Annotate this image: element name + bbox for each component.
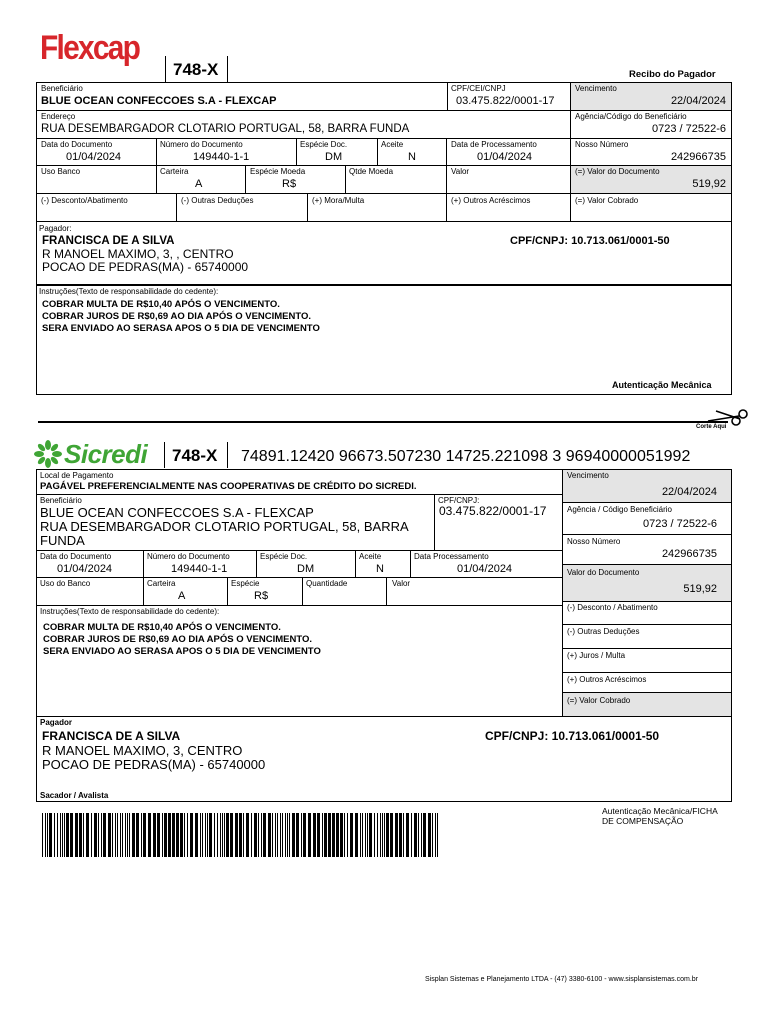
recibo-num-doc: 149440-1-1 — [193, 151, 250, 163]
barcode-bar — [180, 813, 183, 857]
recibo-carteira-label: Carteira — [160, 167, 189, 176]
barcode-bar — [83, 813, 84, 857]
recibo-qtde-moeda-label: Qtde Moeda — [349, 167, 394, 176]
ficha-data-doc-label: Data do Documento — [40, 552, 112, 561]
barcode — [42, 813, 444, 857]
barcode-bar — [360, 813, 361, 857]
barcode-bar — [282, 813, 283, 857]
recibo-col — [156, 138, 157, 193]
ficha-quantidade-label: Quantidade — [306, 579, 348, 588]
recibo-line — [36, 138, 732, 139]
sicredi-logo — [34, 439, 160, 469]
barcode-bar — [62, 813, 63, 857]
barcode-bar — [435, 813, 436, 857]
barcode-bar — [336, 813, 339, 857]
recibo-autenticacao: Autenticação Mecânica — [612, 380, 712, 390]
ficha-vencimento-label: Vencimento — [567, 471, 609, 480]
ficha-juros-label: (+) Juros / Multa — [567, 651, 626, 660]
barcode-bar — [428, 813, 431, 857]
ficha-pagador-cpf: CPF/CNPJ: 10.713.061/0001-50 — [485, 729, 660, 743]
barcode-bar — [384, 813, 385, 857]
recibo-nosso-numero-label: Nosso Número — [575, 140, 629, 149]
barcode-bar — [418, 813, 419, 857]
ficha-data-proc-label: Data Processamento — [414, 552, 489, 561]
ficha-agencia: 0723 / 72522-6 — [642, 518, 717, 530]
barcode-bar — [162, 813, 163, 857]
recibo-desconto-label: (-) Desconto/Abatimento — [41, 196, 128, 205]
recibo-col — [296, 138, 297, 165]
recibo-pagador-cpf: CPF/CNPJ: 10.713.061/0001-50 — [510, 235, 670, 247]
ficha-line — [36, 494, 563, 495]
barcode-bar — [101, 813, 102, 857]
barcode-bar — [157, 813, 160, 857]
barcode-bar — [224, 813, 225, 857]
ficha-aceite: N — [376, 563, 384, 575]
barcode-bar — [42, 813, 43, 857]
recibo-valor-cobrado-label: (=) Valor Cobrado — [575, 196, 639, 205]
barcode-bar — [57, 813, 58, 857]
ficha-line — [563, 648, 732, 649]
ficha-col — [434, 494, 435, 550]
barcode-bar — [362, 813, 363, 857]
barcode-bar — [60, 813, 61, 857]
barcode-bar — [340, 813, 343, 857]
barcode-bar — [222, 813, 223, 857]
recibo-agencia: 0723 / 72522-6 — [651, 123, 726, 135]
ficha-local-pag-label: Local de Pagamento — [40, 471, 114, 480]
barcode-bar — [184, 813, 185, 857]
recibo-cpf: 03.475.822/0001-17 — [456, 95, 555, 107]
ficha-bank-code: 748-X — [172, 446, 218, 465]
barcode-bar — [246, 813, 249, 857]
recibo-col — [447, 82, 448, 110]
recibo-especie-moeda: R$ — [282, 178, 297, 190]
barcode-bar — [263, 813, 266, 857]
barcode-bar — [301, 813, 302, 857]
barcode-bar — [108, 813, 111, 857]
ficha-cpf-label: CPF/CNPJ: — [438, 496, 480, 505]
barcode-bar — [328, 813, 331, 857]
ficha-outros-acrescimos-label: (+) Outros Acréscimos — [567, 675, 647, 684]
barcode-bar — [79, 813, 82, 857]
barcode-bar — [86, 813, 89, 857]
ficha-endereco2: FUNDA — [40, 533, 85, 548]
barcode-bar — [49, 813, 52, 857]
ficha-autenticacao-2: DE COMPENSAÇÃO — [602, 816, 684, 826]
barcode-bar — [115, 813, 116, 857]
bank-code-divider-right — [227, 56, 228, 82]
barcode-bar — [205, 813, 206, 857]
barcode-bar — [303, 813, 306, 857]
barcode-bar — [75, 813, 78, 857]
barcode-bar — [277, 813, 278, 857]
barcode-bar — [239, 813, 242, 857]
barcode-bar — [317, 813, 320, 857]
bank-code: 748-X — [173, 60, 219, 79]
ficha-pagador-end2: POCAO DE PEDRAS(MA) - 65740000 — [42, 757, 266, 772]
ficha-line — [36, 605, 563, 606]
ficha-beneficiario-label: Beneficiário — [40, 496, 82, 505]
recibo-instr-line: COBRAR JUROS DE R$0,69 AO DIA APÓS O VENCIMENTO. — [42, 311, 312, 322]
barcode-bar — [190, 813, 193, 857]
ficha-outras-deducoes-label: (-) Outras Deduções — [567, 627, 640, 636]
ficha-valor-cobrado-label: (=) Valor Cobrado — [567, 696, 631, 705]
ficha-line — [563, 672, 732, 673]
barcode-bar — [54, 813, 55, 857]
ficha-instr-line: SERA ENVIADO AO SERASA APOS O 5 DIA DE VENCIMENTO — [43, 646, 321, 657]
ficha-especie-label: Espécie — [231, 579, 260, 588]
barcode-bar — [251, 813, 252, 857]
ficha-nosso-numero-label: Nosso Número — [567, 537, 621, 546]
barcode-bar — [313, 813, 316, 857]
ficha-col — [410, 550, 411, 577]
recibo-pagador-label: Pagador: — [39, 224, 72, 233]
recibo-nosso-numero: 242966735 — [670, 151, 726, 163]
barcode-bar — [243, 813, 244, 857]
ficha-col — [302, 577, 303, 605]
recibo-uso-banco-label: Uso Banco — [41, 167, 81, 176]
ficha-col — [227, 577, 228, 605]
ficha-pagador-nome: FRANCISCA DE A SILVA — [42, 729, 181, 743]
recibo-instr-label: Instruções(Texto de responsabilidade do cedente): — [39, 287, 219, 296]
recibo-beneficiario-label: Beneficiário — [41, 84, 83, 93]
ficha-instr-line: COBRAR MULTA DE R$10,40 APÓS O VENCIMENTO. — [43, 622, 281, 633]
recibo-col — [446, 193, 447, 222]
barcode-bar — [292, 813, 295, 857]
barcode-bar — [103, 813, 106, 857]
recibo-col — [570, 82, 571, 222]
ficha-valor-doc: 519,92 — [683, 583, 717, 595]
barcode-bar — [399, 813, 402, 857]
ficha-carteira-label: Carteira — [147, 579, 176, 588]
barcode-bar — [382, 813, 383, 857]
recibo-mora-label: (+) Mora/Multa — [312, 196, 365, 205]
recibo-data-doc-label: Data do Documento — [41, 140, 113, 149]
barcode-bar — [129, 813, 130, 857]
recibo-outras-deducoes-label: (-) Outras Deduções — [181, 196, 254, 205]
barcode-bar — [172, 813, 175, 857]
ficha-col — [386, 577, 387, 605]
barcode-bar — [214, 813, 215, 857]
ficha-cpf: 03.475.822/0001-17 — [439, 504, 547, 518]
ficha-agencia-label: Agência / Código Beneficiário — [567, 505, 672, 514]
ficha-instr-label: Instruções(Texto de responsabilidade do cedente): — [40, 607, 220, 616]
ficha-autenticacao-1: Autenticação Mecânica/FICHA — [602, 806, 718, 816]
barcode-bar — [365, 813, 366, 857]
ficha-especie: R$ — [254, 590, 269, 602]
ficha-col — [355, 550, 356, 577]
ficha-vencimento: 22/04/2024 — [661, 486, 717, 498]
barcode-bar — [122, 813, 123, 857]
barcode-bar — [66, 813, 69, 857]
recibo-especie-moeda-label: Espécie Moeda — [250, 167, 306, 176]
barcode-bar — [347, 813, 348, 857]
barcode-bar — [195, 813, 198, 857]
ficha-sacador-label: Sacador / Avalista — [40, 791, 109, 800]
barcode-bar — [200, 813, 201, 857]
barcode-bar — [235, 813, 238, 857]
ficha-pagador-end1: R MANOEL MAXIMO, 3, CENTRO — [42, 743, 243, 758]
barcode-bar — [164, 813, 167, 857]
barcode-bar — [168, 813, 171, 857]
recibo-data-doc: 01/04/2024 — [66, 151, 122, 163]
ficha-line — [563, 692, 732, 693]
barcode-bar — [230, 813, 233, 857]
ficha-line — [563, 564, 732, 565]
flexcap-logo — [40, 28, 144, 68]
ficha-bank-divider-right — [227, 442, 228, 468]
barcode-bar — [411, 813, 412, 857]
ficha-col — [256, 550, 257, 577]
recibo-data-proc-label: Data de Processamento — [451, 140, 537, 149]
ficha-line — [36, 550, 563, 551]
recibo-valor-label: Valor — [451, 167, 470, 176]
barcode-bar — [261, 813, 262, 857]
barcode-bar — [280, 813, 281, 857]
recibo-cpf-label: CPF/CEI/CNPJ — [451, 84, 506, 93]
barcode-bar — [209, 813, 212, 857]
barcode-bar — [437, 813, 438, 857]
sicredi-logo-text: Sicredi — [64, 439, 148, 469]
barcode-bar — [390, 813, 393, 857]
barcode-bar — [136, 813, 139, 857]
ficha-especie-doc: DM — [297, 563, 315, 575]
recibo-col — [245, 165, 246, 193]
barcode-bar — [258, 813, 259, 857]
barcode-bar — [386, 813, 389, 857]
recibo-endereco: RUA DESEMBARGADOR CLOTARIO PORTUGAL, 58, BARRA FUNDA — [41, 123, 410, 135]
recibo-valor-doc: 519,92 — [692, 178, 726, 190]
barcode-bar — [217, 813, 218, 857]
ficha-desconto-label: (-) Desconto / Abatimento — [567, 603, 658, 612]
recibo-outros-acrescimos-label: (+) Outros Acréscimos — [451, 196, 531, 205]
barcode-bar — [275, 813, 276, 857]
barcode-bar — [91, 813, 92, 857]
bank-code-divider-left — [165, 56, 166, 82]
barcode-bar — [132, 813, 135, 857]
barcode-bar — [112, 813, 113, 857]
barcode-bar — [414, 813, 417, 857]
recibo-line — [36, 165, 732, 166]
barcode-bar — [377, 813, 378, 857]
recibo-line — [36, 110, 732, 111]
barcode-bar — [117, 813, 118, 857]
ficha-uso-banco-label: Uso do Banco — [40, 579, 91, 588]
ficha-line — [563, 534, 732, 535]
barcode-bar — [367, 813, 368, 857]
ficha-instr-line: COBRAR JUROS DE R$0,69 AO DIA APÓS O VENCIMENTO. — [43, 634, 313, 645]
recibo-pagador-end1: R MANOEL MAXIMO, 3, , CENTRO — [42, 247, 234, 261]
barcode-bar — [355, 813, 358, 857]
linha-digitavel: 74891.12420 96673.507230 14725.221098 3 96940000051992 — [241, 448, 691, 465]
recibo-col — [345, 165, 346, 193]
ficha-endereco1: RUA DESEMBARGADOR CLOTARIO PORTUGAL, 58, BARRA — [40, 519, 409, 534]
ficha-valor-label: Valor — [392, 579, 411, 588]
recibo-carteira: A — [195, 178, 203, 190]
ficha-local-pag: PAGÁVEL PREFERENCIALMENTE NAS COOPERATIVAS DE CRÉDITO DO SICREDI. — [40, 481, 417, 492]
flexcap-logo-text: Flexcap — [40, 29, 140, 67]
recibo-line — [36, 193, 732, 194]
barcode-bar — [127, 813, 128, 857]
recibo-vencimento: 22/04/2024 — [670, 95, 726, 107]
barcode-bar — [374, 813, 375, 857]
ficha-data-proc: 01/04/2024 — [457, 563, 513, 575]
barcode-bar — [403, 813, 404, 857]
barcode-bar — [254, 813, 257, 857]
recibo-col — [307, 193, 308, 222]
barcode-bar — [432, 813, 433, 857]
ficha-line — [36, 577, 563, 578]
barcode-bar — [94, 813, 97, 857]
ficha-num-doc-label: Número do Documento — [147, 552, 230, 561]
barcode-bar — [125, 813, 126, 857]
recibo-col — [377, 138, 378, 165]
barcode-bar — [272, 813, 273, 857]
recibo-col — [176, 193, 177, 222]
barcode-bar — [45, 813, 46, 857]
barcode-bar — [64, 813, 65, 857]
ficha-pagador-label: Pagador — [40, 718, 73, 727]
recibo-instr-line: COBRAR MULTA DE R$10,40 APÓS O VENCIMENTO. — [42, 299, 280, 310]
barcode-bar — [324, 813, 327, 857]
barcode-bar — [202, 813, 203, 857]
barcode-bar — [308, 813, 311, 857]
barcode-bar — [350, 813, 353, 857]
barcode-bar — [344, 813, 345, 857]
corte-aqui-label: Corte Aqui — [696, 424, 727, 430]
sicredi-icon — [34, 440, 62, 468]
ficha-line — [563, 601, 732, 602]
barcode-bar — [176, 813, 179, 857]
ficha-col — [562, 469, 563, 717]
ficha-valor-doc-label: Valor do Documento — [567, 568, 640, 577]
recibo-especie-doc: DM — [325, 151, 343, 163]
ficha-bank-divider-left — [164, 442, 165, 468]
recibo-agencia-label: Agência/Código do Beneficiário — [575, 112, 687, 121]
barcode-bar — [70, 813, 73, 857]
barcode-bar — [207, 813, 208, 857]
ficha-aceite-label: Aceite — [359, 552, 382, 561]
ficha-carteira: A — [178, 590, 186, 602]
barcode-bar — [406, 813, 409, 857]
barcode-bar — [148, 813, 151, 857]
ficha-line — [563, 502, 732, 503]
barcode-bar — [141, 813, 142, 857]
ficha-especie-doc-label: Espécie Doc. — [260, 552, 308, 561]
recibo-vencimento-label: Vencimento — [575, 84, 617, 93]
barcode-bar — [220, 813, 221, 857]
recibo-beneficiario: BLUE OCEAN CONFECCOES S.A - FLEXCAP — [41, 95, 277, 107]
barcode-bar — [285, 813, 286, 857]
barcode-bar — [287, 813, 288, 857]
recibo-num-doc-label: Número do Documento — [160, 140, 243, 149]
barcode-bar — [187, 813, 188, 857]
recibo-aceite: N — [408, 151, 416, 163]
recibo-title: Recibo do Pagador — [629, 69, 716, 80]
barcode-bar — [143, 813, 146, 857]
barcode-bar — [380, 813, 381, 857]
barcode-bar — [395, 813, 398, 857]
barcode-bar — [423, 813, 426, 857]
recibo-endereco-label: Endereço — [41, 112, 76, 121]
recibo-instr-line: SERA ENVIADO AO SERASA APOS O 5 DIA DE VENCIMENTO — [42, 323, 320, 334]
barcode-bar — [47, 813, 48, 857]
barcode-bar — [289, 813, 290, 857]
ficha-beneficiario: BLUE OCEAN CONFECCOES S.A - FLEXCAP — [40, 505, 314, 520]
recibo-aceite-label: Aceite — [381, 140, 404, 149]
ficha-num-doc: 149440-1-1 — [171, 563, 228, 575]
recibo-pagador-end2: POCAO DE PEDRAS(MA) - 65740000 — [42, 260, 249, 274]
barcode-bar — [369, 813, 372, 857]
recibo-data-proc: 01/04/2024 — [477, 151, 533, 163]
footer-text: Sisplan Sistemas e Planejamento LTDA - (47) 3380-6100 - www.sisplansistemas.com.br — [425, 976, 698, 983]
ficha-nosso-numero: 242966735 — [661, 548, 717, 560]
barcode-bar — [268, 813, 271, 857]
ficha-col — [143, 550, 144, 605]
barcode-bar — [332, 813, 335, 857]
ficha-line — [563, 624, 732, 625]
barcode-bar — [226, 813, 229, 857]
ficha-data-doc: 01/04/2024 — [57, 563, 113, 575]
recibo-col — [446, 138, 447, 193]
recibo-pagador-nome: FRANCISCA DE A SILVA — [42, 235, 175, 247]
recibo-valor-doc-label: (=) Valor do Documento — [575, 167, 660, 176]
recibo-especie-doc-label: Espécie Doc. — [300, 140, 348, 149]
barcode-bar — [153, 813, 156, 857]
barcode-bar — [421, 813, 422, 857]
barcode-bar — [98, 813, 99, 857]
barcode-bar — [322, 813, 323, 857]
barcode-bar — [296, 813, 299, 857]
barcode-bar — [120, 813, 121, 857]
cut-line — [38, 421, 728, 423]
